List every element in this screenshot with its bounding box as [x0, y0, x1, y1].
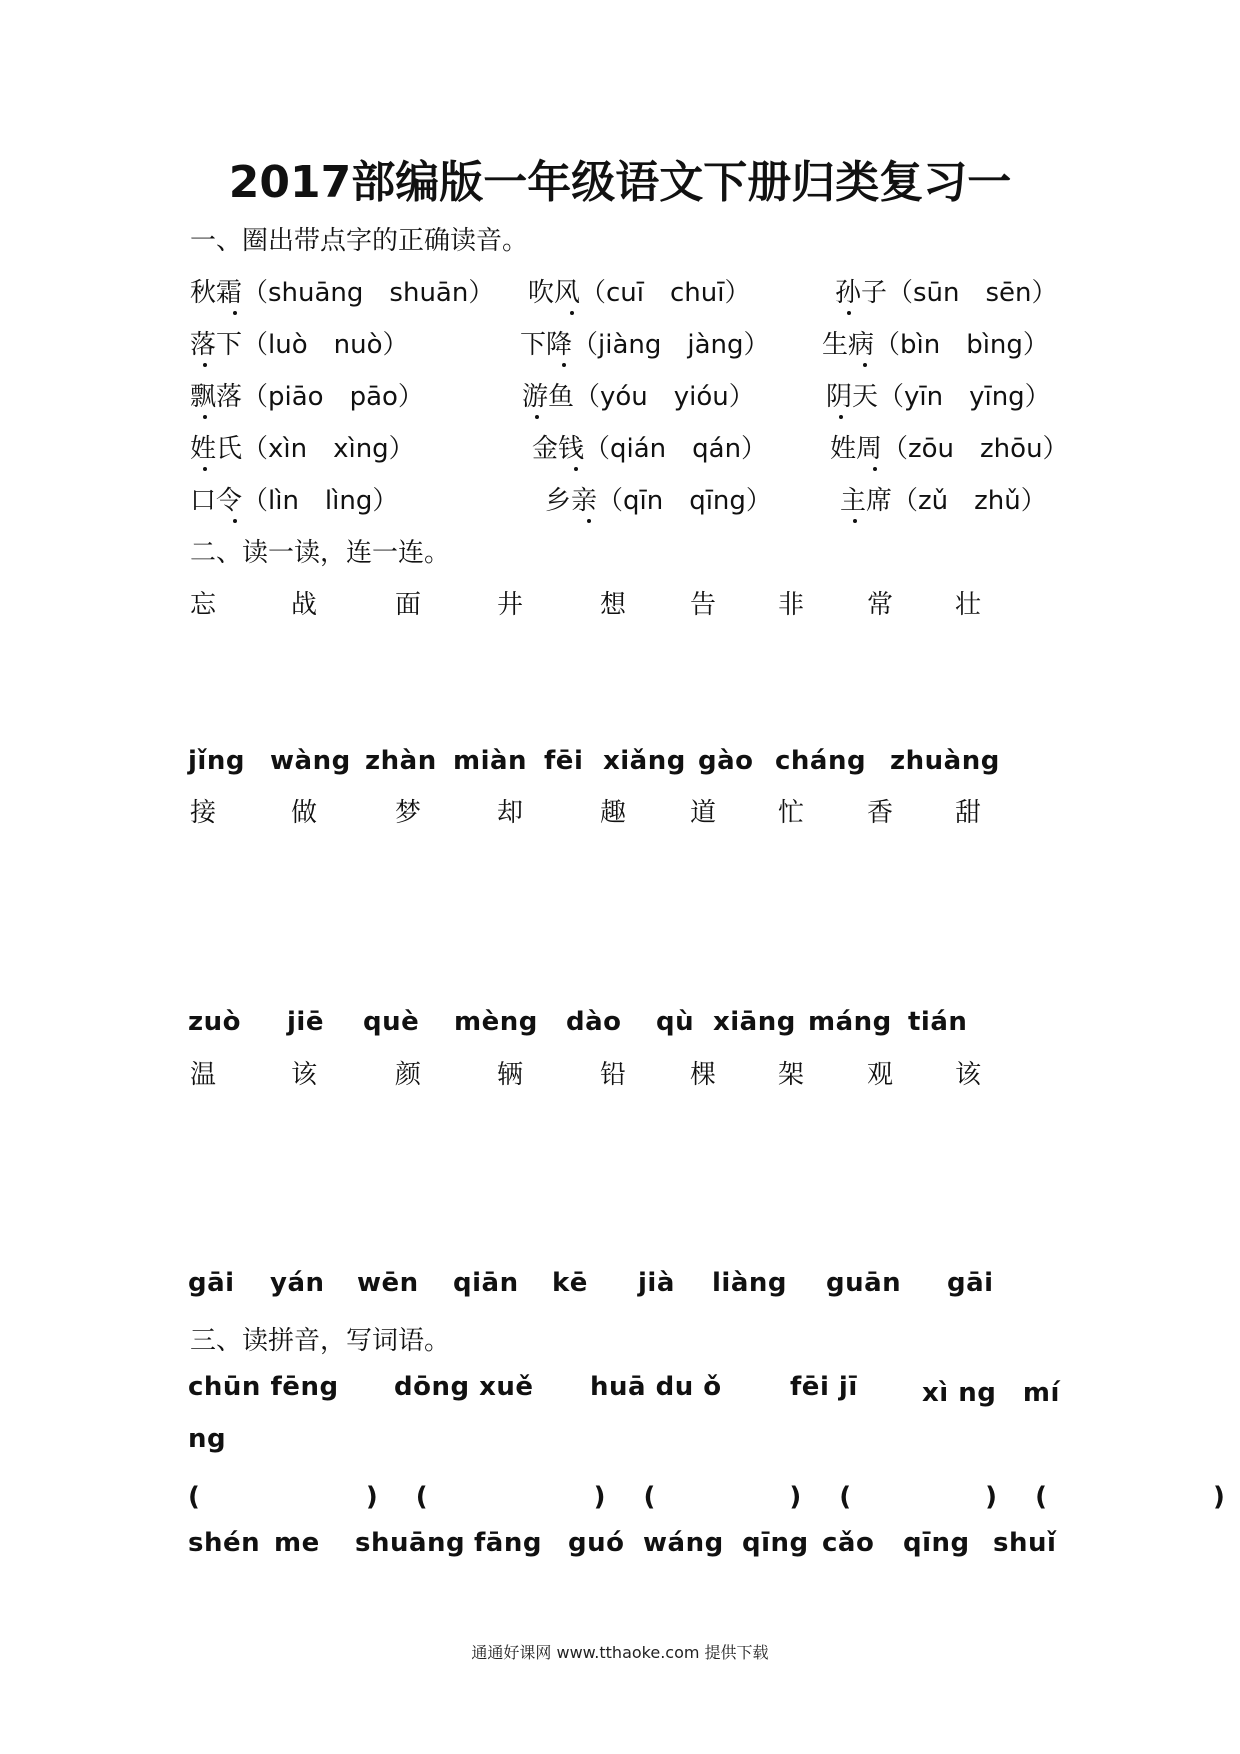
match-pinyin: zuò	[188, 1007, 242, 1037]
q1-item: 孙子（sūn sēn）	[835, 278, 1058, 308]
q1-item: 阴天（yīn yīng）	[826, 382, 1051, 412]
match-pinyin: jǐng	[188, 746, 245, 776]
match-char: 该	[291, 1060, 318, 1090]
writing-pinyin: shuǐ	[993, 1528, 1057, 1558]
emphasis-dot	[873, 467, 877, 471]
match-char: 该	[955, 1060, 982, 1090]
match-char: 告	[690, 590, 717, 620]
writing-pinyin: cǎo	[822, 1528, 875, 1558]
emphasis-dot	[853, 519, 857, 523]
writing-pinyin: fēi jī	[790, 1372, 858, 1402]
match-pinyin: gāi	[188, 1268, 235, 1298]
match-pinyin: kē	[552, 1268, 588, 1298]
q1-item: 落下（luò nuò）	[190, 330, 409, 360]
match-char: 架	[778, 1060, 805, 1090]
emphasis-dot	[574, 467, 578, 471]
match-pinyin: dào	[566, 1007, 622, 1037]
section2-heading: 二、读一读，连一连。	[190, 538, 451, 568]
writing-pinyin: wáng	[643, 1528, 724, 1558]
emphasis-dot	[203, 363, 207, 367]
match-pinyin: guān	[826, 1268, 902, 1298]
emphasis-dot	[203, 415, 207, 419]
page-title: 2017部编版一年级语文下册归类复习一	[228, 157, 1012, 208]
match-char: 辆	[497, 1060, 524, 1090]
emphasis-dot	[863, 363, 867, 367]
match-pinyin: máng	[808, 1007, 892, 1037]
q1-item: 秋霜（shuāng shuān）	[190, 278, 495, 308]
match-pinyin: yán	[270, 1268, 325, 1298]
emphasis-dot	[839, 415, 843, 419]
emphasis-dot	[233, 311, 237, 315]
match-char: 颜	[395, 1060, 422, 1090]
writing-pinyin: qīng	[903, 1528, 970, 1558]
writing-pinyin: dōng xuě	[394, 1372, 534, 1402]
match-pinyin: wēn	[357, 1268, 419, 1298]
match-char: 战	[291, 590, 318, 620]
match-pinyin: cháng	[775, 746, 867, 776]
q1-item: 主席（zǔ zhǔ）	[840, 486, 1047, 516]
match-pinyin: qù	[656, 1007, 695, 1037]
match-char: 想	[600, 590, 627, 620]
q1-item: 游鱼（yóu yióu）	[522, 382, 755, 412]
match-pinyin: xiǎng	[603, 746, 686, 776]
q1-item: 口令（lìn lìng）	[190, 486, 399, 516]
writing-pinyin: huā du ǒ	[590, 1372, 722, 1402]
match-pinyin: què	[363, 1007, 420, 1037]
match-pinyin: gāi	[947, 1268, 994, 1298]
writing-pinyin: me	[274, 1528, 320, 1558]
writing-pinyin: chūn fēng	[188, 1372, 339, 1402]
q1-item: 生病（bìn bìng）	[822, 330, 1049, 360]
match-char: 却	[497, 798, 524, 828]
match-char: 梦	[395, 798, 422, 828]
q1-item: 姓周（zōu zhōu）	[830, 434, 1069, 464]
match-pinyin: jià	[638, 1268, 675, 1298]
match-char: 井	[497, 590, 524, 620]
match-char: 忘	[190, 590, 217, 620]
writing-pinyin: shén	[188, 1528, 261, 1558]
footer-source: 通通好课网 www.tthaoke.com 提供下载	[471, 1643, 769, 1662]
answer-brackets: ( ) ( ) ( ) ( ) ( )	[188, 1482, 1231, 1512]
match-pinyin: gào	[698, 746, 754, 776]
q1-item: 飘落（piāo pāo）	[190, 382, 424, 412]
match-char: 壮	[955, 590, 982, 620]
q1-item: 吹风（cuī chuī）	[528, 278, 751, 308]
match-char: 接	[190, 798, 217, 828]
emphasis-dot	[203, 467, 207, 471]
emphasis-dot	[570, 311, 574, 315]
match-pinyin: miàn	[453, 746, 528, 776]
section3-heading: 三、读拼音，写词语。	[190, 1326, 451, 1356]
q1-item: 乡亲（qīn qīng）	[545, 486, 772, 516]
match-pinyin: zhuàng	[890, 746, 1000, 776]
q1-item: 下降（jiàng jàng）	[520, 330, 770, 360]
emphasis-dot	[233, 519, 237, 523]
match-pinyin: fēi	[544, 746, 584, 776]
q1-item: 金钱（qián qán）	[532, 434, 768, 464]
section1-heading: 一、圈出带点字的正确读音。	[190, 226, 529, 256]
q1-item: 姓氏（xìn xìng）	[190, 434, 415, 464]
match-char: 观	[867, 1060, 894, 1090]
match-pinyin: tián	[908, 1007, 968, 1037]
match-char: 甜	[955, 798, 982, 828]
match-char: 铅	[600, 1060, 627, 1090]
writing-pinyin: fāng	[474, 1528, 542, 1558]
emphasis-dot	[587, 519, 591, 523]
writing-pinyin: shuāng	[355, 1528, 466, 1558]
writing-pinyin-wrap: ng	[188, 1424, 227, 1454]
writing-pinyin: qīng	[742, 1528, 809, 1558]
match-char: 棵	[690, 1060, 717, 1090]
writing-pinyin: xì ng mí	[922, 1378, 1060, 1408]
emphasis-dot	[535, 415, 539, 419]
match-char: 趣	[600, 798, 627, 828]
writing-pinyin: guó	[568, 1528, 625, 1558]
match-char: 香	[867, 798, 894, 828]
match-char: 温	[190, 1060, 217, 1090]
emphasis-dot	[847, 311, 851, 315]
match-pinyin: wàng	[270, 746, 351, 776]
match-char: 做	[291, 798, 318, 828]
match-char: 忙	[778, 798, 805, 828]
match-pinyin: mèng	[454, 1007, 538, 1037]
match-char: 道	[690, 798, 717, 828]
match-pinyin: jiē	[287, 1007, 324, 1037]
match-pinyin: liàng	[712, 1268, 787, 1298]
match-pinyin: qiān	[453, 1268, 519, 1298]
match-char: 面	[395, 590, 422, 620]
match-pinyin: xiāng	[713, 1007, 796, 1037]
match-char: 非	[778, 590, 805, 620]
match-pinyin: zhàn	[365, 746, 437, 776]
emphasis-dot	[562, 363, 566, 367]
match-char: 常	[867, 590, 894, 620]
